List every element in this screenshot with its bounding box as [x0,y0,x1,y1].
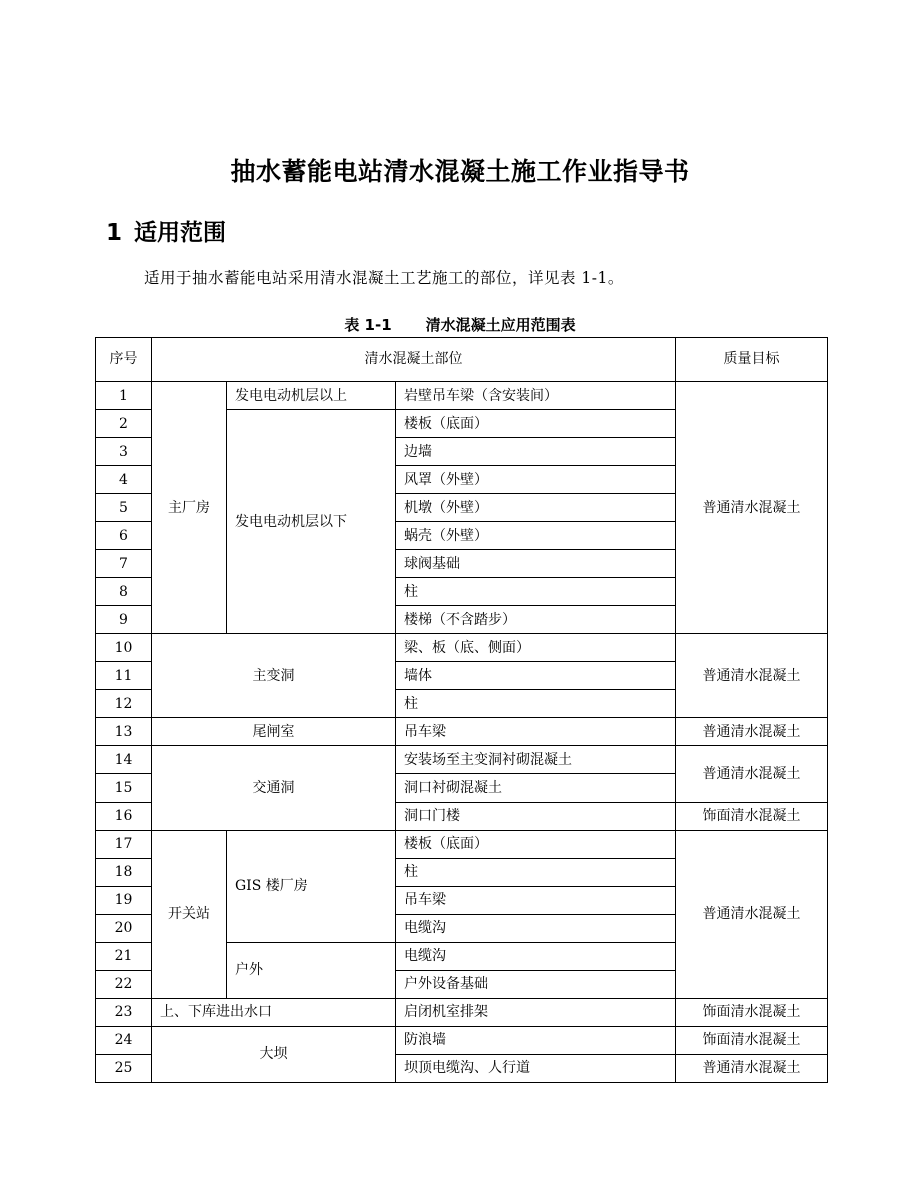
table-header-row [96,338,828,382]
row-no: 10 [96,634,152,662]
target-cell: 饰面清水混凝土 [676,802,828,830]
row-no: 12 [96,690,152,718]
target-cell: 普通清水混凝土 [676,634,828,718]
header-no: 序号 [96,338,152,382]
section-number: 1 [106,220,123,246]
part-cell: 安装场至主变洞衬砌混凝土 [396,746,676,774]
part-cell: 柱 [396,690,676,718]
row-no: 5 [96,494,152,522]
target-cell: 普通清水混凝土 [676,830,828,998]
table-row [96,718,828,746]
row-no: 9 [96,606,152,634]
sub-area-cell: 发电电动机层以下 [227,410,396,634]
part-cell: 柱 [396,858,676,886]
section-title: 适用范围 [134,220,227,246]
part-cell: 蜗壳（外壁） [396,522,676,550]
target-cell: 普通清水混凝土 [676,746,828,802]
area-cell: 主厂房 [152,382,227,634]
row-no: 8 [96,578,152,606]
part-cell: 梁、板（底、侧面） [396,634,676,662]
row-no: 1 [96,382,152,410]
row-no: 2 [96,410,152,438]
row-no: 22 [96,970,152,998]
area-cell: 上、下库进出水口 [152,998,396,1026]
row-no: 16 [96,802,152,830]
target-cell: 饰面清水混凝土 [676,1026,828,1054]
part-cell: 楼梯（不含踏步） [396,606,676,634]
table-row [96,1026,828,1054]
header-part: 清水混凝土部位 [152,338,676,382]
table-caption-title: 清水混凝土应用范围表 [425,316,576,334]
part-cell: 电缆沟 [396,942,676,970]
part-cell: 防浪墙 [396,1026,676,1054]
part-cell: 球阀基础 [396,550,676,578]
part-cell: 电缆沟 [396,914,676,942]
part-cell: 户外设备基础 [396,970,676,998]
part-cell: 吊车梁 [396,886,676,914]
row-no: 15 [96,774,152,802]
row-no: 24 [96,1026,152,1054]
part-cell: 风罩（外壁） [396,466,676,494]
part-cell: 楼板（底面） [396,410,676,438]
target-cell: 普通清水混凝土 [676,382,828,634]
table-row [96,382,828,410]
part-cell: 坝顶电缆沟、人行道 [396,1054,676,1082]
row-no: 6 [96,522,152,550]
row-no: 3 [96,438,152,466]
area-cell: 交通洞 [152,746,396,830]
part-cell: 洞口衬砌混凝土 [396,774,676,802]
row-no: 23 [96,998,152,1026]
row-no: 14 [96,746,152,774]
row-no: 19 [96,886,152,914]
part-cell: 启闭机室排架 [396,998,676,1026]
table-row [96,830,828,858]
row-no: 21 [96,942,152,970]
document-title: 抽水蓄能电站清水混凝土施工作业指导书 [230,157,690,186]
section-paragraph: 适用于抽水蓄能电站采用清水混凝土工艺施工的部位，详见表 1-1。 [144,269,624,287]
part-cell: 楼板（底面） [396,830,676,858]
row-no: 18 [96,858,152,886]
application-scope-table [95,337,828,1083]
part-cell: 墙体 [396,662,676,690]
area-cell: 大坝 [152,1026,396,1082]
section-heading [106,214,226,247]
target-cell: 普通清水混凝土 [676,718,828,746]
table-caption-number: 表 1-1 [344,316,392,334]
target-cell: 普通清水混凝土 [676,1054,828,1082]
part-cell: 柱 [396,578,676,606]
table-row [96,998,828,1026]
table-row [96,634,828,662]
row-no: 25 [96,1054,152,1082]
sub-area-cell: GIS 楼厂房 [227,830,396,942]
row-no: 13 [96,718,152,746]
area-cell: 开关站 [152,830,227,998]
row-no: 7 [96,550,152,578]
part-cell: 边墙 [396,438,676,466]
target-cell: 饰面清水混凝土 [676,998,828,1026]
sub-area-cell: 发电电动机层以上 [227,382,396,410]
row-no: 4 [96,466,152,494]
area-cell: 尾闸室 [152,718,396,746]
row-no: 17 [96,830,152,858]
part-cell: 岩壁吊车梁（含安装间） [396,382,676,410]
row-no: 20 [96,914,152,942]
part-cell: 吊车梁 [396,718,676,746]
row-no: 11 [96,662,152,690]
table-caption [0,314,920,335]
part-cell: 洞口门楼 [396,802,676,830]
sub-area-cell: 户外 [227,942,396,998]
area-cell: 主变洞 [152,634,396,718]
header-target: 质量目标 [676,338,828,382]
part-cell: 机墩（外壁） [396,494,676,522]
table-row [96,746,828,774]
